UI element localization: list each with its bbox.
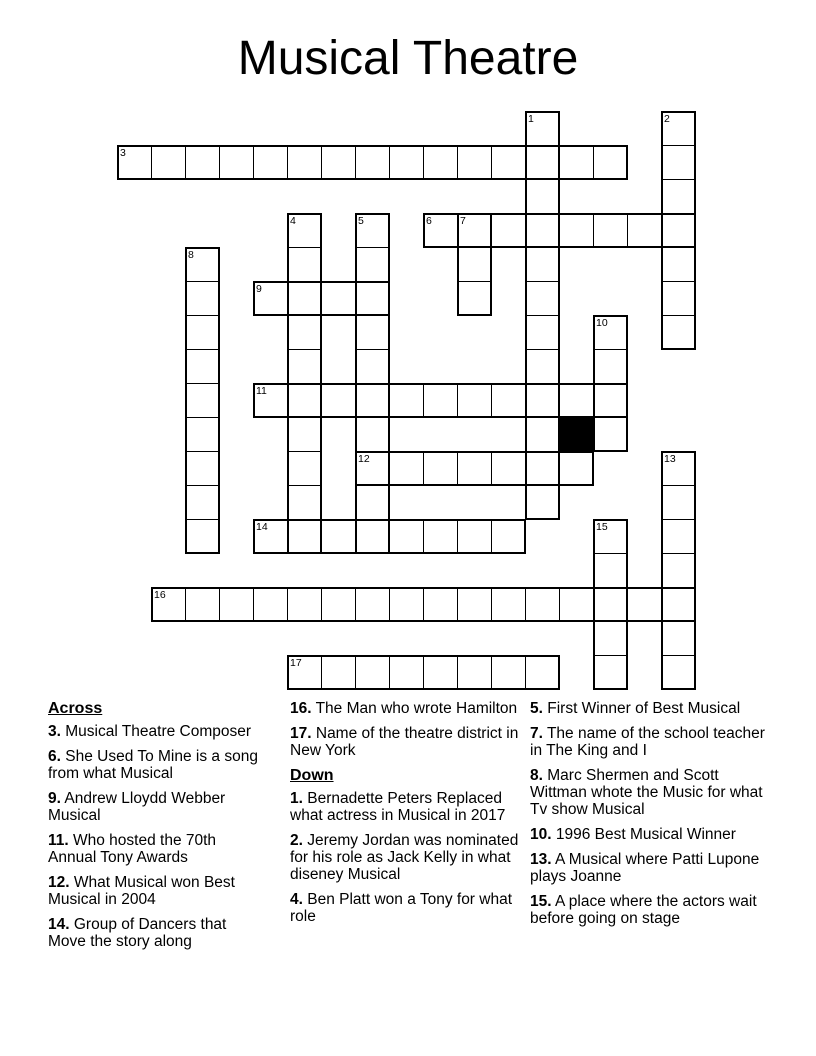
grid-cell[interactable] xyxy=(151,587,186,622)
clues-column-down xyxy=(530,700,767,935)
grid-cell[interactable] xyxy=(355,145,390,180)
grid-cell[interactable] xyxy=(287,519,322,554)
grid-cell[interactable] xyxy=(321,587,356,622)
clue-text: Name of the theatre district in New York xyxy=(290,725,519,759)
grid-cell[interactable] xyxy=(219,145,254,180)
cell-number: 1 xyxy=(528,113,534,125)
grid-cell[interactable] xyxy=(185,349,220,384)
grid-cell[interactable] xyxy=(185,519,220,554)
grid-cell[interactable] xyxy=(185,281,220,316)
grid-cell[interactable] xyxy=(457,145,492,180)
grid-cell[interactable] xyxy=(525,179,560,214)
clue-text: A Musical where Patti Lupone plays Joanne xyxy=(530,851,760,885)
grid-cell[interactable] xyxy=(525,213,560,248)
grid-cell[interactable] xyxy=(253,281,288,316)
grid-cell[interactable] xyxy=(661,451,696,486)
grid-cell[interactable] xyxy=(355,349,390,384)
grid-cell[interactable] xyxy=(287,349,322,384)
grid-cell[interactable] xyxy=(321,281,356,316)
grid-cell[interactable] xyxy=(185,417,220,452)
grid-cell[interactable] xyxy=(253,587,288,622)
clue-number: 13. xyxy=(530,851,552,868)
cell-number: 3 xyxy=(120,147,126,159)
grid-cell[interactable] xyxy=(525,281,560,316)
clue-2 xyxy=(290,832,520,883)
cell-number: 15 xyxy=(596,521,608,533)
grid-cell[interactable] xyxy=(389,451,424,486)
cell-number: 2 xyxy=(664,113,670,125)
grid-cell[interactable] xyxy=(185,587,220,622)
clue-text: First Winner of Best Musical xyxy=(542,700,741,717)
grid-cell[interactable] xyxy=(457,281,492,316)
clue-4 xyxy=(290,891,520,925)
grid-cell[interactable] xyxy=(355,213,390,248)
grid-cell[interactable] xyxy=(355,451,390,486)
clue-number: 8. xyxy=(530,767,543,784)
clue-6 xyxy=(48,748,260,782)
grid-cell[interactable] xyxy=(253,519,288,554)
clue-text: The Man who wrote Hamilton xyxy=(311,700,518,717)
grid-cell[interactable] xyxy=(593,655,628,690)
grid-cell[interactable] xyxy=(355,315,390,350)
grid-cell[interactable] xyxy=(661,519,696,554)
grid-cell[interactable] xyxy=(457,519,492,554)
grid-cell[interactable] xyxy=(525,485,560,520)
clue-5 xyxy=(530,700,767,717)
grid-cell[interactable] xyxy=(219,587,254,622)
clue-text: Bernadette Peters Replaced what actress in Musical in 2017 xyxy=(290,790,506,824)
clue-number: 15. xyxy=(530,893,552,910)
grid-cell[interactable] xyxy=(321,383,356,418)
grid-cell[interactable] xyxy=(253,145,288,180)
clue-text: She Used To Mine is a song from what Musical xyxy=(48,748,258,782)
grid-cell[interactable] xyxy=(287,417,322,452)
grid-cell[interactable] xyxy=(525,247,560,282)
grid-cell[interactable] xyxy=(185,451,220,486)
grid-cell[interactable] xyxy=(355,281,390,316)
grid-cell[interactable] xyxy=(525,349,560,384)
grid-cell[interactable] xyxy=(117,145,152,180)
clue-16 xyxy=(290,700,520,717)
grid-cell[interactable] xyxy=(661,247,696,282)
grid-cell[interactable] xyxy=(287,213,322,248)
grid-cell[interactable] xyxy=(559,451,594,486)
grid-cell[interactable] xyxy=(661,587,696,622)
grid-cell[interactable] xyxy=(593,315,628,350)
cell-number: 9 xyxy=(256,283,262,295)
grid-cell[interactable] xyxy=(593,145,628,180)
grid-cell[interactable] xyxy=(389,655,424,690)
grid-cell[interactable] xyxy=(355,247,390,282)
grid-cell[interactable] xyxy=(423,655,458,690)
grid-cell[interactable] xyxy=(423,519,458,554)
grid-cell[interactable] xyxy=(525,417,560,452)
clue-number: 14. xyxy=(48,916,70,933)
clue-number: 16. xyxy=(290,700,312,717)
grid-cell[interactable] xyxy=(593,621,628,656)
clue-number: 2. xyxy=(290,832,303,849)
clue-number: 12. xyxy=(48,874,70,891)
grid-cell[interactable] xyxy=(185,383,220,418)
clue-text: A place where the actors wait before going on stage xyxy=(530,893,757,927)
clue-number: 9. xyxy=(48,790,61,807)
grid-cell[interactable] xyxy=(593,553,628,588)
grid-cell[interactable] xyxy=(355,655,390,690)
grid-cell[interactable] xyxy=(491,145,526,180)
grid-cell[interactable] xyxy=(389,383,424,418)
grid-cell[interactable] xyxy=(491,519,526,554)
grid-cell[interactable] xyxy=(661,179,696,214)
grid-cell[interactable] xyxy=(491,587,526,622)
page-title: Musical Theatre xyxy=(237,32,579,85)
clue-8 xyxy=(530,767,767,818)
grid-cell[interactable] xyxy=(491,655,526,690)
grid-cell[interactable] xyxy=(389,519,424,554)
clue-text: What Musical won Best Musical in 2004 xyxy=(48,874,235,908)
grid-cell[interactable] xyxy=(287,315,322,350)
grid-cell[interactable] xyxy=(525,315,560,350)
grid-cell[interactable] xyxy=(457,655,492,690)
cell-number: 7 xyxy=(460,215,466,227)
grid-cell[interactable] xyxy=(661,111,696,146)
grid-cell[interactable] xyxy=(661,553,696,588)
clue-text: Musical Theatre Composer xyxy=(60,723,252,740)
grid-cell[interactable] xyxy=(559,587,594,622)
cell-number: 10 xyxy=(596,317,608,329)
cell-number: 4 xyxy=(290,215,296,227)
grid-cell[interactable] xyxy=(287,587,322,622)
grid-cell[interactable] xyxy=(355,417,390,452)
grid-cell[interactable] xyxy=(423,587,458,622)
grid-cell[interactable] xyxy=(423,145,458,180)
grid-cell[interactable] xyxy=(661,213,696,248)
grid-cell[interactable] xyxy=(525,655,560,690)
cell-number: 14 xyxy=(256,521,268,533)
clue-1 xyxy=(290,790,520,824)
grid-cell[interactable] xyxy=(593,519,628,554)
grid-cell[interactable] xyxy=(185,145,220,180)
cell-number: 13 xyxy=(664,453,676,465)
clue-10 xyxy=(530,826,767,843)
grid-cell[interactable] xyxy=(355,485,390,520)
grid-cell[interactable] xyxy=(355,587,390,622)
grid-cell[interactable] xyxy=(661,655,696,690)
clue-text: Group of Dancers that Move the story along xyxy=(48,916,227,950)
clue-text: Jeremy Jordan was nominated for his role as Jack Kelly in what diseney Musical xyxy=(290,832,519,883)
grid-cell[interactable] xyxy=(593,213,628,248)
grid-cell[interactable] xyxy=(321,655,356,690)
clue-text: Who hosted the 70th Annual Tony Awards xyxy=(48,832,217,866)
grid-cell[interactable] xyxy=(627,587,662,622)
grid-cell[interactable] xyxy=(287,145,322,180)
clue-number: 11. xyxy=(48,832,69,849)
grid-cell[interactable] xyxy=(457,383,492,418)
clue-13 xyxy=(530,851,767,885)
grid-cell[interactable] xyxy=(457,247,492,282)
clue-text: Andrew Lloydd Webber Musical xyxy=(48,790,226,824)
grid-cell[interactable] xyxy=(423,383,458,418)
grid-cell[interactable] xyxy=(423,213,458,248)
grid-cell[interactable] xyxy=(661,145,696,180)
clue-7 xyxy=(530,725,767,759)
down-header: Down xyxy=(290,767,334,784)
grid-cell[interactable] xyxy=(287,247,322,282)
grid-cell[interactable] xyxy=(185,485,220,520)
grid-cell[interactable] xyxy=(185,247,220,282)
clues-column-across xyxy=(48,700,260,958)
grid-cell[interactable] xyxy=(525,451,560,486)
clue-text: The name of the school teacher in The King and I xyxy=(530,725,765,759)
grid-cell[interactable] xyxy=(559,213,594,248)
clue-number: 7. xyxy=(530,725,543,742)
black-cell xyxy=(559,417,594,452)
grid-cell[interactable] xyxy=(559,383,594,418)
grid-cell[interactable] xyxy=(593,349,628,384)
grid-cell[interactable] xyxy=(287,485,322,520)
clues-column-middle xyxy=(290,700,520,933)
grid-cell[interactable] xyxy=(661,281,696,316)
cell-number: 12 xyxy=(358,453,370,465)
grid-cell[interactable] xyxy=(355,383,390,418)
grid-cell[interactable] xyxy=(287,383,322,418)
grid-cell[interactable] xyxy=(423,451,458,486)
grid-cell[interactable] xyxy=(559,145,594,180)
grid-cell[interactable] xyxy=(457,587,492,622)
grid-cell[interactable] xyxy=(661,621,696,656)
clue-number: 6. xyxy=(48,748,61,765)
clue-text: Marc Shermen and Scott Wittman whote the Music for what Tv show Musical xyxy=(530,767,763,818)
grid-cell[interactable] xyxy=(287,655,322,690)
clue-14 xyxy=(48,916,260,950)
clue-number: 3. xyxy=(48,723,61,740)
clue-9 xyxy=(48,790,260,824)
grid-cell[interactable] xyxy=(593,417,628,452)
clue-number: 5. xyxy=(530,700,543,717)
grid-cell[interactable] xyxy=(593,383,628,418)
grid-cell[interactable] xyxy=(491,213,526,248)
grid-cell[interactable] xyxy=(525,383,560,418)
clue-number: 10. xyxy=(530,826,552,843)
grid-cell[interactable] xyxy=(627,213,662,248)
clue-11 xyxy=(48,832,260,866)
grid-cell[interactable] xyxy=(661,315,696,350)
across-header: Across xyxy=(48,700,103,717)
grid-cell[interactable] xyxy=(389,587,424,622)
cell-number: 6 xyxy=(426,215,432,227)
grid-cell[interactable] xyxy=(253,383,288,418)
clue-number: 1. xyxy=(290,790,303,807)
grid-cell[interactable] xyxy=(287,281,322,316)
grid-cell[interactable] xyxy=(321,519,356,554)
clue-3 xyxy=(48,723,260,740)
grid-cell[interactable] xyxy=(457,451,492,486)
cell-number: 17 xyxy=(290,657,302,669)
grid-cell[interactable] xyxy=(661,485,696,520)
cell-number: 16 xyxy=(154,589,166,601)
grid-cell[interactable] xyxy=(491,383,526,418)
grid-cell[interactable] xyxy=(457,213,492,248)
clue-number: 4. xyxy=(290,891,303,908)
grid-cell[interactable] xyxy=(389,145,424,180)
clue-text: 1996 Best Musical Winner xyxy=(551,826,736,843)
clue-text: Ben Platt won a Tony for what role xyxy=(290,891,513,925)
clue-12 xyxy=(48,874,260,908)
clue-number: 17. xyxy=(290,725,312,742)
grid-cell[interactable] xyxy=(321,145,356,180)
grid-cell[interactable] xyxy=(355,519,390,554)
cell-number: 5 xyxy=(358,215,364,227)
clue-15 xyxy=(530,893,767,927)
cell-number: 11 xyxy=(256,385,267,397)
grid-cell[interactable] xyxy=(185,315,220,350)
grid-cell[interactable] xyxy=(593,587,628,622)
cell-number: 8 xyxy=(188,249,194,261)
grid-cell[interactable] xyxy=(491,451,526,486)
clue-17 xyxy=(290,725,520,759)
grid-cell[interactable] xyxy=(151,145,186,180)
grid-cell[interactable] xyxy=(287,451,322,486)
grid-cell[interactable] xyxy=(525,145,560,180)
grid-cell[interactable] xyxy=(525,587,560,622)
grid-cell[interactable] xyxy=(525,111,560,146)
